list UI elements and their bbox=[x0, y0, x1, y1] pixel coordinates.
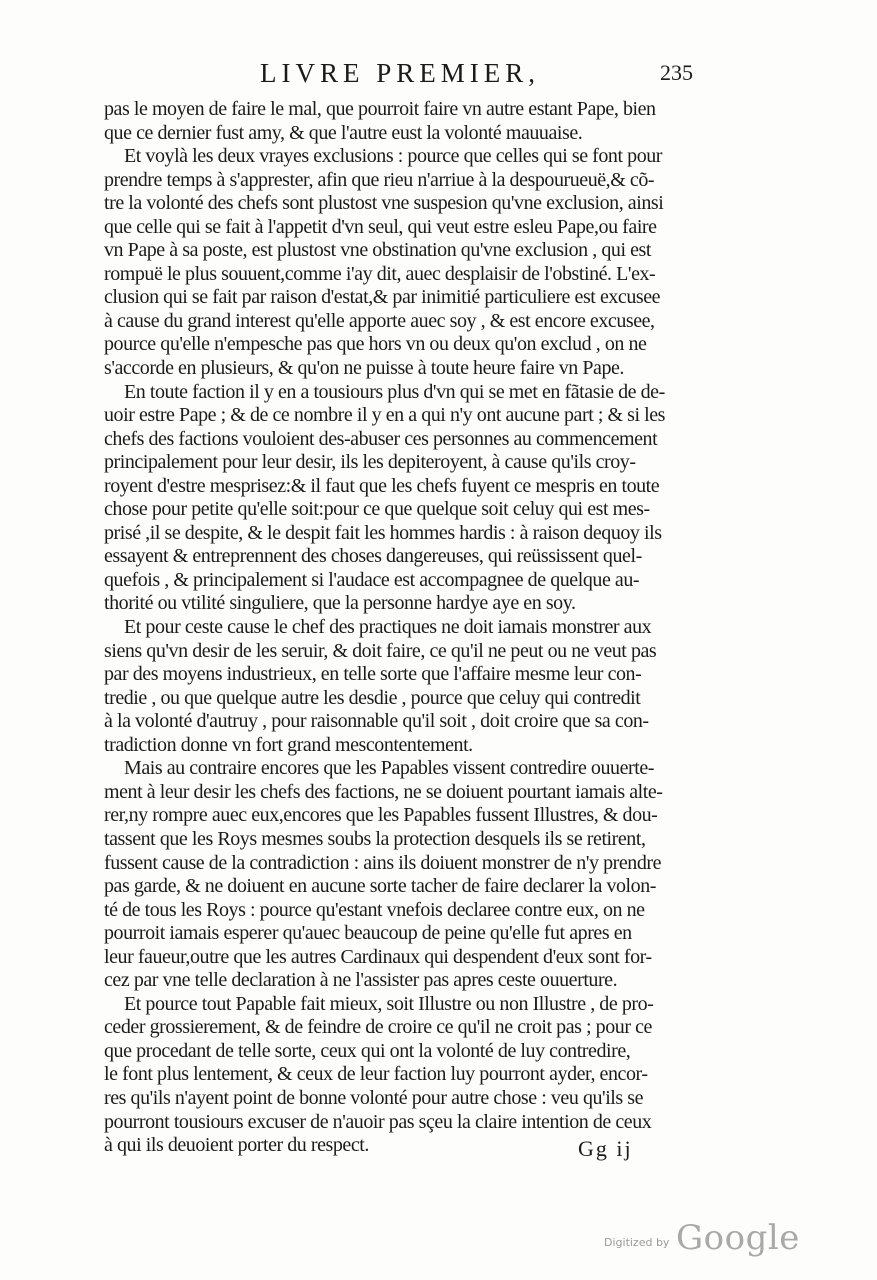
text-line: té de tous les Roys : pource qu'estant vnefois declaree contre eux, on ne bbox=[104, 898, 645, 921]
text-line: prisé ,il se despite, & le despit fait les hommes hardis : à raison dequoy ils bbox=[104, 521, 662, 544]
text-line: que procedant de telle sorte, ceux qui ont la volonté de luy contredire, bbox=[104, 1039, 631, 1062]
text-line: chose pour petite qu'elle soit:pour ce que quelque soit celuy qui est mes- bbox=[104, 498, 650, 521]
signature-mark: Gg ij bbox=[578, 1136, 633, 1161]
running-head bbox=[100, 58, 800, 98]
text-line: clusion qui se fait par raison d'estat,& par inimitié particuliere est excusee bbox=[104, 286, 661, 309]
digitization-watermark bbox=[604, 1218, 800, 1258]
text-line: tassent que les Roys mesmes soubs la protection desquels ils se retirent, bbox=[104, 827, 646, 850]
text-line: que celle qui se fait à l'appetit d'vn seul, qui veut estre esleu Pape,ou faire bbox=[104, 215, 657, 238]
text-line: rer,ny rompre auec eux,encores que les Papables fussent Illustres, & dou- bbox=[104, 804, 658, 827]
text-line: à la volonté d'autruy , pour raisonnable qu'il soit , doit croire que sa con- bbox=[104, 710, 649, 733]
text-line: En toute faction il y en a tousiours plus d'vn qui se met en fãtasie de de- bbox=[124, 380, 665, 403]
text-line: Et voylà les deux vrayes exclusions : pource que celles qui se font pour bbox=[124, 145, 663, 168]
body-text bbox=[104, 98, 724, 1158]
text-line: rompuë le plus souuent,comme i'ay dit, auec desplaisir de l'obstiné. L'ex- bbox=[104, 262, 656, 285]
text-line: le font plus lentement, & ceux de leur faction luy pourront ayder, encor- bbox=[104, 1063, 648, 1086]
text-line: tradiction donne vn fort grand mescontentement. bbox=[104, 733, 473, 756]
text-line: à cause du grand interest qu'elle apporte auec soy , & est encore excusee, bbox=[104, 309, 655, 332]
text-line: quefois , & principalement si l'audace est accompagnee de quelque au- bbox=[104, 568, 640, 591]
text-line: ceder grossierement, & de feindre de croire ce qu'il ne croit pas ; pour ce bbox=[104, 1016, 652, 1039]
text-line: cez par vne telle declaration à ne l'assister pas apres ceste ouuerture. bbox=[104, 969, 618, 992]
text-line: tre la volonté des chefs sont plustost vne suspesion qu'vne exclusion, ainsi bbox=[104, 192, 664, 215]
text-line: s'accorde en plusieurs, & qu'on ne puisse à toute heure faire vn Pape. bbox=[104, 357, 624, 380]
running-title: LIVRE PREMIER, bbox=[260, 58, 541, 88]
text-line: pas garde, & ne doiuent en aucune sorte tacher de faire declarer la volon- bbox=[104, 875, 656, 898]
text-line: uoir estre Pape ; & de ce nombre il y en a qui n'y ont aucune part ; & si les bbox=[104, 404, 666, 427]
text-line: ment à leur desir les chefs des factions, ne se doiuent pourtant iamais alte- bbox=[104, 780, 663, 803]
text-line: res qu'ils n'ayent point de bonne volonté pour autre chose : veu qu'ils se bbox=[104, 1086, 644, 1109]
watermark-prefix: Digitized by bbox=[604, 1236, 670, 1249]
text-line: vn Pape à sa poste, est plustost vne obstination qu'vne exclusion , qui est bbox=[104, 239, 652, 262]
google-logo: Google bbox=[676, 1218, 800, 1258]
text-line: à qui ils deuoient porter du respect. bbox=[104, 1134, 369, 1157]
text-line: essayent & entreprennent des choses dangereuses, qui reüssissent quel- bbox=[104, 545, 642, 568]
text-line: siens qu'vn desir de les seruir, & doit faire, ce qu'il ne peut ou ne veut pas bbox=[104, 639, 657, 662]
text-line: Mais au contraire encores que les Papables vissent contredire ouuerte- bbox=[124, 757, 654, 780]
text-line: pas le moyen de faire le mal, que pourroit faire vn autre estant Pape, bien bbox=[104, 98, 656, 120]
text-line: tredie , ou que quelque autre les desdie , pource que celuy qui contredit bbox=[104, 686, 641, 709]
text-line: Et pour ceste cause le chef des practiques ne doit iamais monstrer aux bbox=[124, 616, 652, 639]
text-line: thorité ou vtilité singuliere, que la personne hardye aye en soy. bbox=[104, 592, 576, 615]
page-number: 235 bbox=[660, 60, 693, 85]
text-line: par des moyens industrieux, en telle sorte que l'affaire mesme leur con- bbox=[104, 663, 642, 686]
text-line: principalement pour leur desir, ils les depiteroyent, à cause qu'ils croy- bbox=[104, 451, 636, 474]
text-line: Et pource tout Papable fait mieux, soit Illustre ou non Illustre , de pro- bbox=[124, 992, 654, 1015]
text-line: fussent cause de la contradiction : ains ils doiuent monstrer de n'y prendre bbox=[104, 851, 662, 874]
text-line: prendre temps à s'apprester, afin que rieu n'arriue à la despourueuë,& cõ- bbox=[104, 168, 655, 191]
text-line: pource qu'elle n'empesche pas que hors vn ou deux qu'on exclud , on ne bbox=[104, 333, 647, 356]
text-line: chefs des factions vouloient des-abuser ces personnes au commencement bbox=[104, 427, 658, 450]
text-line: que ce dernier fust amy, & que l'autre eust la volonté mauuaise. bbox=[104, 121, 583, 144]
text-line: royent d'estre mesprisez:& il faut que les chefs fuyent ce mespris en toute bbox=[104, 474, 660, 497]
text-line: leur faueur,outre que les autres Cardinaux qui despendent d'eux sont for- bbox=[104, 945, 652, 968]
text-line: pourront tousiours excuser de n'auoir pas sçeu la claire intention de ceux bbox=[104, 1110, 652, 1133]
text-line: pourroit iamais esperer qu'auec beaucoup de peine qu'elle fut apres en bbox=[104, 922, 632, 945]
